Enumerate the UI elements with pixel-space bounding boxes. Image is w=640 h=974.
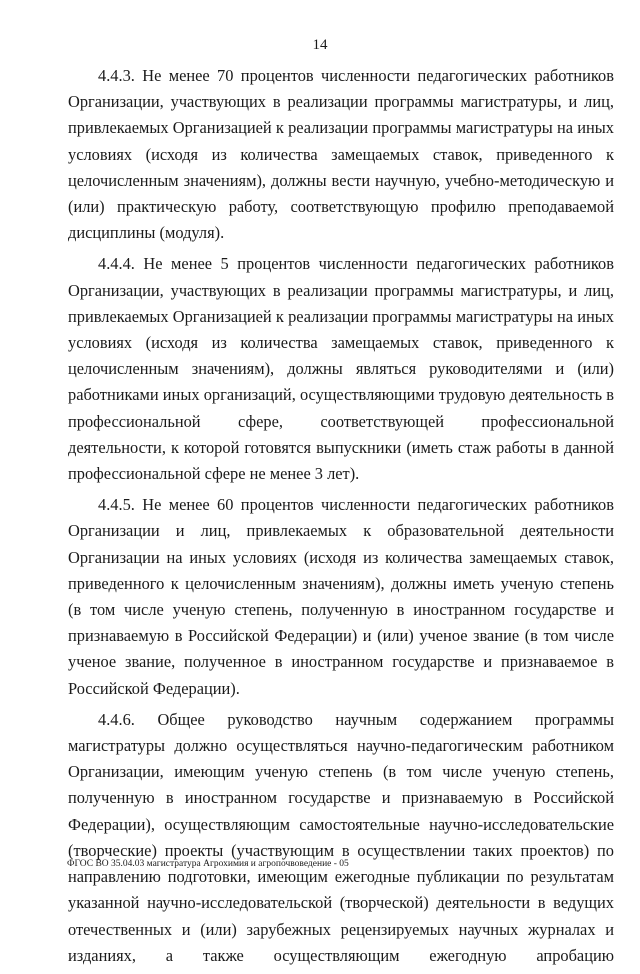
paragraph-4-4-3: 4.4.3. Не менее 70 процентов численности педагогических работников Организации, участвующих в реализации программы магистратуры, и лиц, привлекаемых Организацией к реализации программы магистратуры на иных условиях (исходя из количества замещаемых ставок, приведенного к целочисленным значениям), должны вести научную, учебно-методическую и (или) практическую работу, соответствующую профилю преподаваемой дисциплины (модуля).	[68, 66, 614, 243]
paragraph-4-4-4: 4.4.4. Не менее 5 процентов численности педагогических работников Организации, участвующих в реализации программы магистратуры, и лиц, привлекаемых Организацией к реализации программы магистратуры на иных условиях (исходя из количества замещаемых ставок, приведенного к целочисленным значениям), должны являться руководителями и (или) работниками иных организаций, осуществляющими трудовую деятельность в профессиональной сфере, соответствующей профессиональной деятельности, к которой готовятся выпускники (иметь стаж работы в данной профессиональной сфере не менее 3 лет).	[68, 254, 614, 484]
paragraph-4-4-6: 4.4.6. Общее руководство научным содержанием программы магистратуры должно осуществляться научно-педагогическим работником Организации, имеющим ученую степень (в том числе ученую степень, полученную в иностранном государстве и признаваемую в Российской Федерации), осуществляющим самостоятельные научно-исследовательские (творческие) проекты (участвующим в осуществлении таких проектов) по направлению подготовки, имеющим ежегодные публикации по результатам указанной научно-исследовательской (творческой) деятельности в ведущих отечественных и (или) зарубежных рецензируемых научных журналах и изданиях, а также осуществляющим ежегодную апробацию	[68, 709, 614, 965]
paragraph-4-4-5: 4.4.5. Не менее 60 процентов численности педагогических работников Организации и лиц, привлекаемых к образовательной деятельности Организации на иных условиях (исходя из количества замещаемых ставок, приведенного к целочисленным значениям), должны иметь ученую степень (в том числе ученую степень, полученную в иностранном государстве и признаваемую в Российской Федерации) и (или) ученое звание (в том числе ученое звание, полученное в иностранном государстве и признаваемое в Российской Федерации).	[68, 495, 614, 698]
page-number: 14	[312, 37, 328, 53]
document-footer: ФГОС ВО 35.04.03 магистратура Агрохимия и агропочвоведение - 05	[67, 859, 349, 869]
document-body	[68, 63, 614, 974]
